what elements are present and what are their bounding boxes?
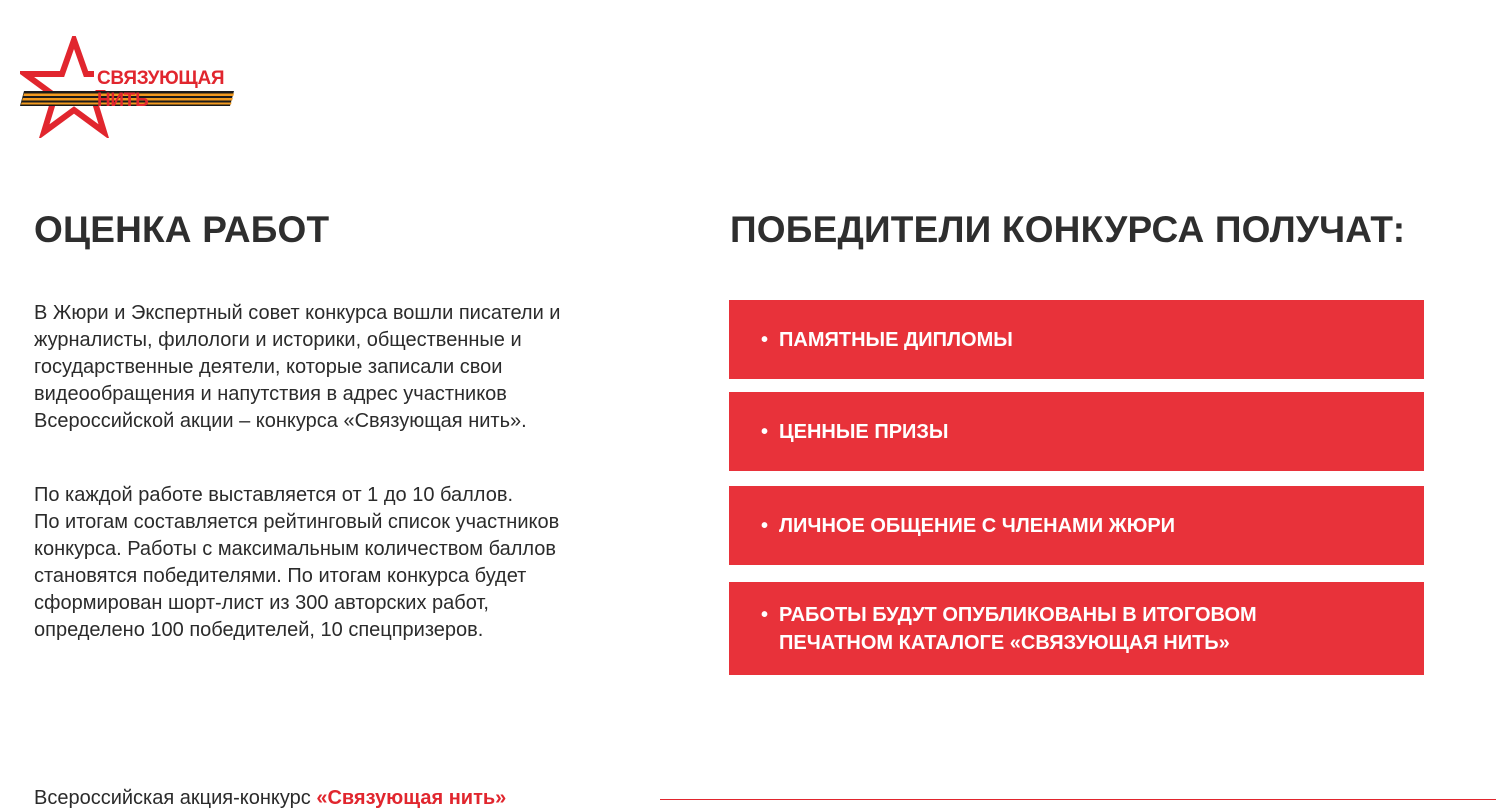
paragraph-line: Всероссийской акции – конкурса «Связующая нить». xyxy=(34,410,527,432)
paragraph-line: По итогам составляется рейтинговый список участников xyxy=(34,511,560,533)
prize-item-diplomas xyxy=(729,300,1424,379)
footer-caption xyxy=(34,784,506,812)
footer-brand: «Связующая нить» xyxy=(316,787,507,809)
paragraph-line: В Жюри и Экспертный совет конкурса вошли писатели и xyxy=(34,302,561,324)
bullet-icon: • xyxy=(761,328,769,351)
prize-label: ЛИЧНОЕ ОБЩЕНИЕ С ЧЛЕНАМИ ЖЮРИ xyxy=(779,514,1176,537)
prize-item-valuable-prizes xyxy=(729,392,1424,471)
paragraph-line: государственные деятели, которые записали свои xyxy=(34,356,503,378)
logo-title-line2: НИТЬ xyxy=(97,90,149,111)
footer-prefix: Всероссийская акция-конкурс xyxy=(34,787,317,809)
prize-label: ЦЕННЫЕ ПРИЗЫ xyxy=(779,420,949,443)
paragraph-line: журналисты, филологи и историки, общественные и xyxy=(34,329,522,351)
paragraph-line: определено 100 победителей, 10 спецпризеров. xyxy=(34,619,484,641)
paragraph-line: сформирован шорт-лист из 300 авторских работ, xyxy=(34,592,489,614)
logo-title-line1: СВЯЗУЮЩАЯ xyxy=(97,68,225,89)
paragraph-line: становятся победителями. По итогам конкурса будет xyxy=(34,565,527,587)
evaluation-paragraph-scoring xyxy=(34,482,674,644)
bullet-icon: • xyxy=(761,603,769,626)
prize-label: РАБОТЫ БУДУТ ОПУБЛИКОВАНЫ В ИТОГОВОМ xyxy=(779,603,1257,626)
winners-heading: ПОБЕДИТЕЛИ КОНКУРСА ПОЛУЧАТ: xyxy=(730,209,1406,250)
bullet-icon: • xyxy=(761,514,769,537)
bullet-icon: • xyxy=(761,420,769,443)
paragraph-line: По каждой работе выставляется от 1 до 10 баллов. xyxy=(34,484,513,506)
paragraph-line: видеообращения и напутствия в адрес участников xyxy=(34,383,507,405)
prize-label: ПЕЧАТНОМ КАТАЛОГЕ «СВЯЗУЮЩАЯ НИТЬ» xyxy=(779,631,1230,654)
footer-divider xyxy=(660,799,1496,800)
prize-item-jury-communication xyxy=(729,486,1424,565)
prize-item-catalog-publication xyxy=(729,582,1424,675)
paragraph-line: конкурса. Работы с максимальным количеством баллов xyxy=(34,538,557,560)
logo xyxy=(20,36,240,138)
prize-label: ПАМЯТНЫЕ ДИПЛОМЫ xyxy=(779,328,1013,351)
evaluation-heading: ОЦЕНКА РАБОТ xyxy=(34,209,330,250)
evaluation-paragraph-jury xyxy=(34,300,674,435)
